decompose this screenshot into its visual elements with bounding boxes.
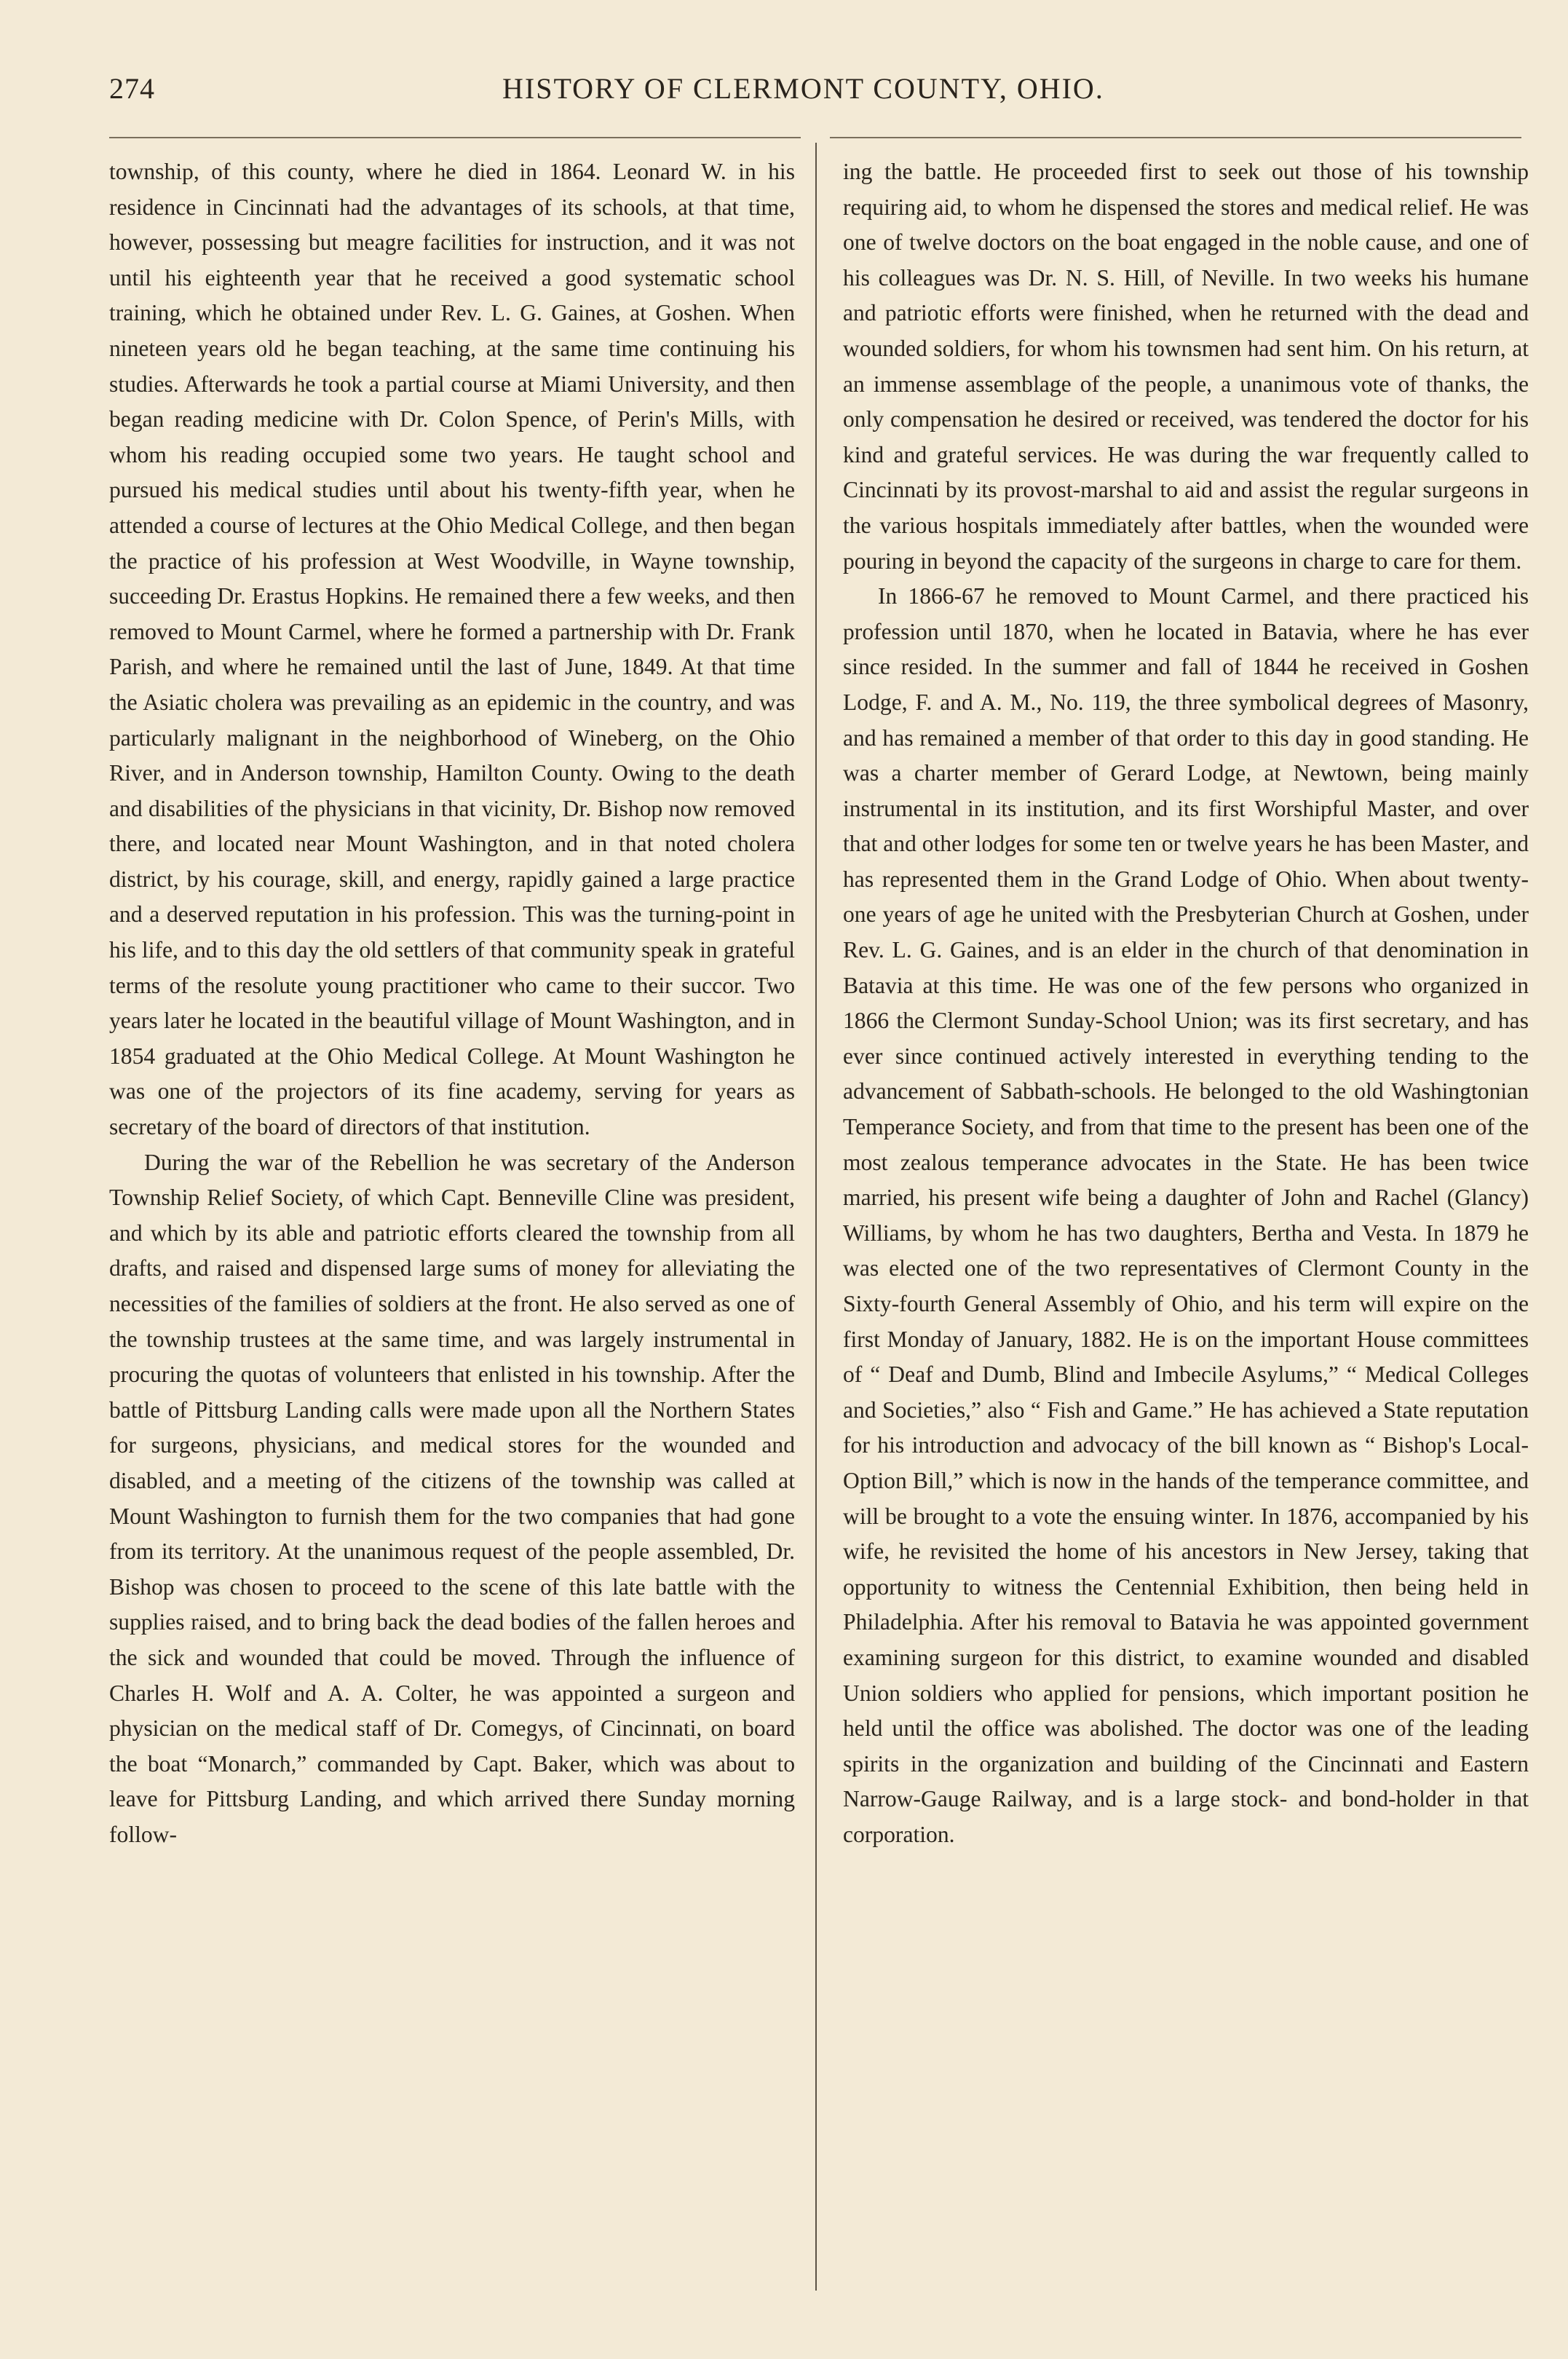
page-number: 274: [109, 72, 155, 105]
paragraph: township, of this county, where he died in 1864. Leonard W. in his residence in Cincinnati had the advantages of its schools, at that time, however, possessing but meagre facilities for instruction, and it was not until his eighteenth year that he received a good systematic school training, which he obtained under Rev. L. G. Gaines, at Goshen. When nineteen years old he began teaching, at the same time continuing his studies. Afterwards he took a partial course at Miami University, and then began reading medicine with Dr. Colon Spence, of Perin's Mills, with whom his reading occupied some two years. He taught school and pursued his medical studies until about his twenty-fifth year, when he attended a course of lectures at the Ohio Medical College, and then began the practice of his profession at West Woodville, in Wayne township, succeeding Dr. Erastus Hopkins. He remained there a few weeks, and then removed to Mount Carmel, where he formed a partnership with Dr. Frank Parish, and where he remained until the last of June, 1849. At that time the Asiatic cholera was prevailing as an epidemic in the country, and was particularly malignant in the neighborhood of Wineberg, on the Ohio River, and in Anderson township, Hamilton County. Owing to the death and disabilities of the physicians in that vicinity, Dr. Bishop now removed there, and located near Mount Washington, and in that noted cholera district, by his courage, skill, and energy, rapidly gained a large practice and a deserved reputation in his profession. This was the turning-point in his life, and to this day the old settlers of that community speak in grateful terms of the resolute young practitioner who came to their succor. Two years later he located in the beautiful village of Mount Washington, and in 1854 graduated at the Ohio Medical College. At Mount Washington he was one of the projectors of its fine academy, serving for years as secretary of the board of directors of that institution.: [109, 159, 795, 1140]
left-column-top-rule: [109, 137, 801, 138]
column-divider: [815, 143, 817, 2291]
paragraph: ing the battle. He proceeded first to seek out those of his township requiring aid, to whom he dispensed the stores and medical relief. He was one of twelve doctors on the boat engaged in the noble cause, and one of his colleagues was Dr. N. S. Hill, of Neville. In two weeks his humane and patriotic efforts were finished, when he returned with the dead and wounded soldiers, for whom his townsmen had sent him. On his return, at an immense assemblage of the people, a unanimous vote of thanks, the only compensation he desired or received, was tendered the doctor for his kind and grateful services. He was during the war frequently called to Cincinnati by its provost-marshal to aid and assist the regular surgeons in the various hospitals immediately after battles, when the wounded were pouring in beyond the capacity of the surgeons in charge to care for them.: [843, 159, 1529, 574]
running-title: HISTORY OF CLERMONT COUNTY, OHIO.: [502, 72, 1104, 105]
paragraph: During the war of the Rebellion he was secretary of the Anderson Township Relief Society, of which Capt. Benneville Cline was president, and which by its able and patriotic efforts cleared the township from all drafts, and raised and dispensed large sums of money for alleviating the necessities of the families of soldiers at the front. He also served as one of the township trustees at the same time, and was largely instrumental in procuring the quotas of volunteers that enlisted in his township. After the battle of Pittsburg Landing calls were made upon all the Northern States for surgeons, physicians, and medical stores for the wounded and disabled, and a meeting of the citizens of the township was called at Mount Washington to furnish them for the two companies that had gone from its territory. At the unanimous request of the people assembled, Dr. Bishop was chosen to proceed to the scene of this late battle with the supplies raised, and to bring back the dead bodies of the fallen heroes and the sick and wounded that could be moved. Through the influence of Charles H. Wolf and A. A. Colter, he was appointed a surgeon and physician on the medical staff of Dr. Comegys, of Cincinnati, on board the boat “Monarch,” commanded by Capt. Baker, which was about to leave for Pittsburg Landing, and which arrived there Sunday morning follow-: [109, 1149, 795, 1847]
left-column: [109, 154, 795, 1853]
page-header: [109, 71, 1521, 122]
paragraph: In 1866-67 he removed to Mount Carmel, and there practiced his profession until 1870, when he located in Batavia, where he has ever since resided. In the summer and fall of 1844 he received in Goshen Lodge, F. and A. M., No. 119, the three symbolical degrees of Masonry, and has remained a member of that order to this day in good standing. He was a charter member of Gerard Lodge, at Newtown, being mainly instrumental in its institution, and its first Worshipful Master, and over that and other lodges for some ten or twelve years he has been Master, and has represented them in the Grand Lodge of Ohio. When about twenty-one years of age he united with the Presbyterian Church at Goshen, under Rev. L. G. Gaines, and is an elder in the church of that denomination in Batavia at this time. He was one of the few persons who organized in 1866 the Clermont Sunday-School Union; was its first secretary, and has ever since continued actively interested in everything tending to the advancement of Sabbath-schools. He belonged to the old Washingtonian Temperance Society, and from that time to the present has been one of the most zealous temperance advocates in the State. He has been twice married, his present wife being a daughter of John and Rachel (Glancy) Williams, by whom he has two daughters, Bertha and Vesta. In 1879 he was elected one of the two representatives of Clermont County in the Sixty-fourth General Assembly of Ohio, and his term will expire on the first Monday of January, 1882. He is on the important House committees of “ Deaf and Dumb, Blind and Imbecile Asylums,” “ Medical Colleges and Societies,” also “ Fish and Game.” He has achieved a State reputation for his introduction and advocacy of the bill known as “ Bishop's Local-Option Bill,” which is now in the hands of the temperance committee, and will be brought to a vote the ensuing winter. In 1876, accompanied by his wife, he revisited the home of his ancestors in New Jersey, taking that opportunity to witness the Centennial Exhibition, then being held in Philadelphia. After his removal to Batavia he was appointed government examining surgeon for this district, to examine wounded and disabled Union soldiers who applied for pensions, which important position he held until the office was abolished. The doctor was one of the leading spirits in the organization and building of the Cincinnati and Eastern Narrow-Gauge Railway, and is a large stock- and bond-holder in that corporation.: [843, 583, 1529, 1847]
right-column: [843, 154, 1529, 1853]
right-column-top-rule: [830, 137, 1521, 138]
